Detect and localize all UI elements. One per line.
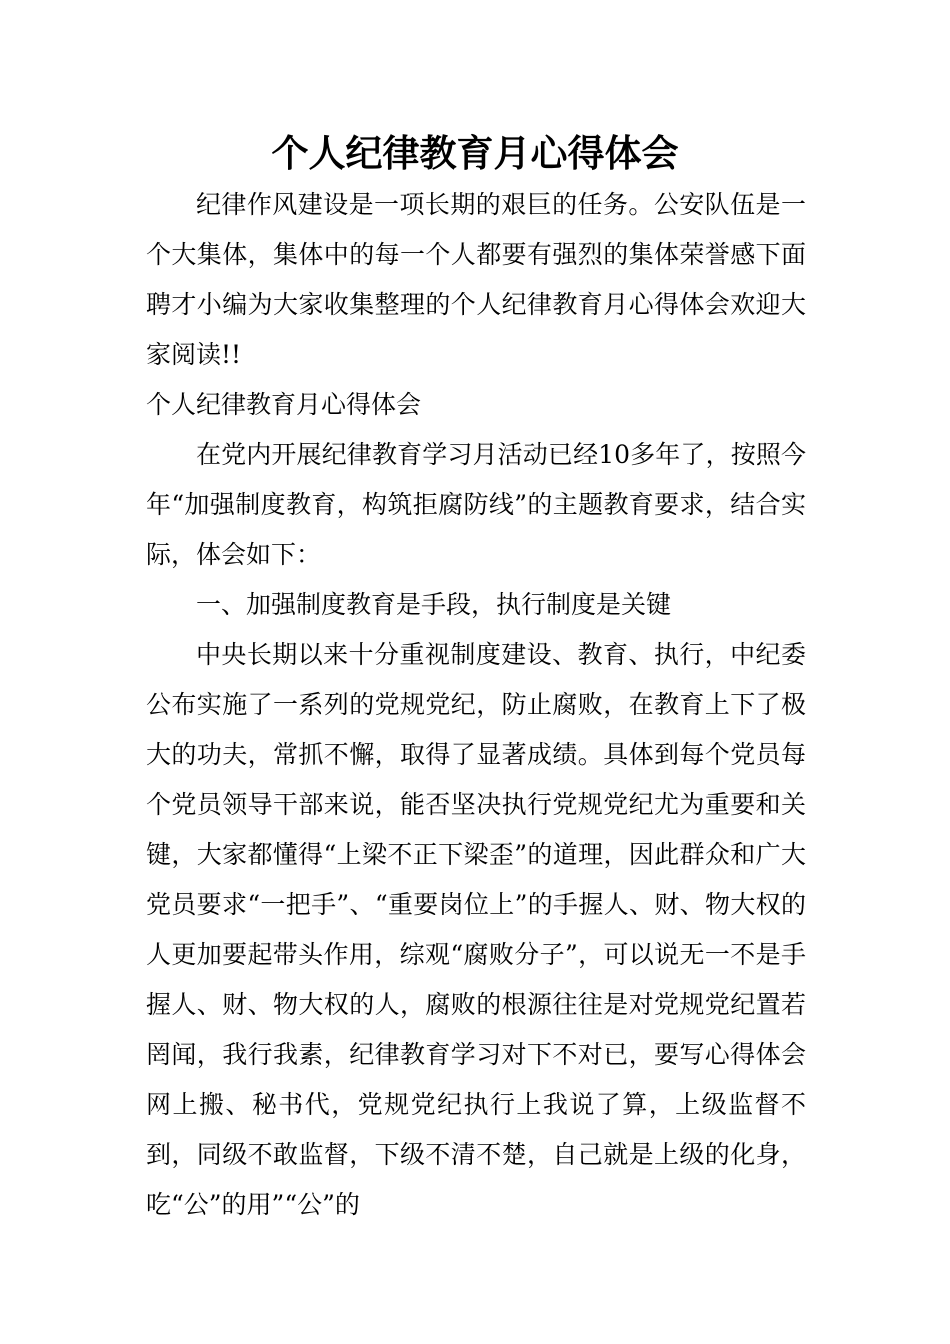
subsection-heading: 一、加强制度教育是手段，执行制度是关键 [196, 590, 672, 619]
section-heading: 个人纪律教育月心得体会 [146, 390, 422, 419]
document-body [146, 180, 806, 1230]
body-paragraph: 中央长期以来十分重视制度建设、教育、执行，中纪委公布实施了一系列的党规党纪，防止腐败，在教育上下了极大的功夫，常抓不懈，取得了显著成绩。具体到每个党员每个党员领导干部来说，能否坚决执行党规党纪尤为重要和关键，大家都懂得“上梁不正下梁歪”的道理，因此群众和广大党员要求“一把手”、“重要岗位上”的手握人、财、物大权的人更加要起带头作用，综观“腐败分子”，可以说无一不是手握人、财、物大权的人，腐败的根源往往是对党规党纪置若罔闻，我行我素，纪律教育学习对下不对已，要写心得体会网上搬、秘书代，党规党纪执行上我说了算，上级监督不到，同级不敢监督，下级不清不楚，自己就是上级的化身，吃“公”的用”“公”的 [146, 640, 806, 1219]
body-paragraph: 在党内开展纪律教育学习月活动已经10多年了，按照今年“加强制度教育，构筑拒腐防线”的主题教育要求，结合实际，体会如下： [146, 440, 806, 569]
document-title: 个人纪律教育月心得体会 [271, 131, 679, 175]
intro-paragraph: 纪律作风建设是一项长期的艰巨的任务。公安队伍是一个大集体，集体中的每一个人都要有强烈的集体荣誉感下面聘才小编为大家收集整理的个人纪律教育月心得体会欢迎大家阅读!! [146, 190, 806, 369]
